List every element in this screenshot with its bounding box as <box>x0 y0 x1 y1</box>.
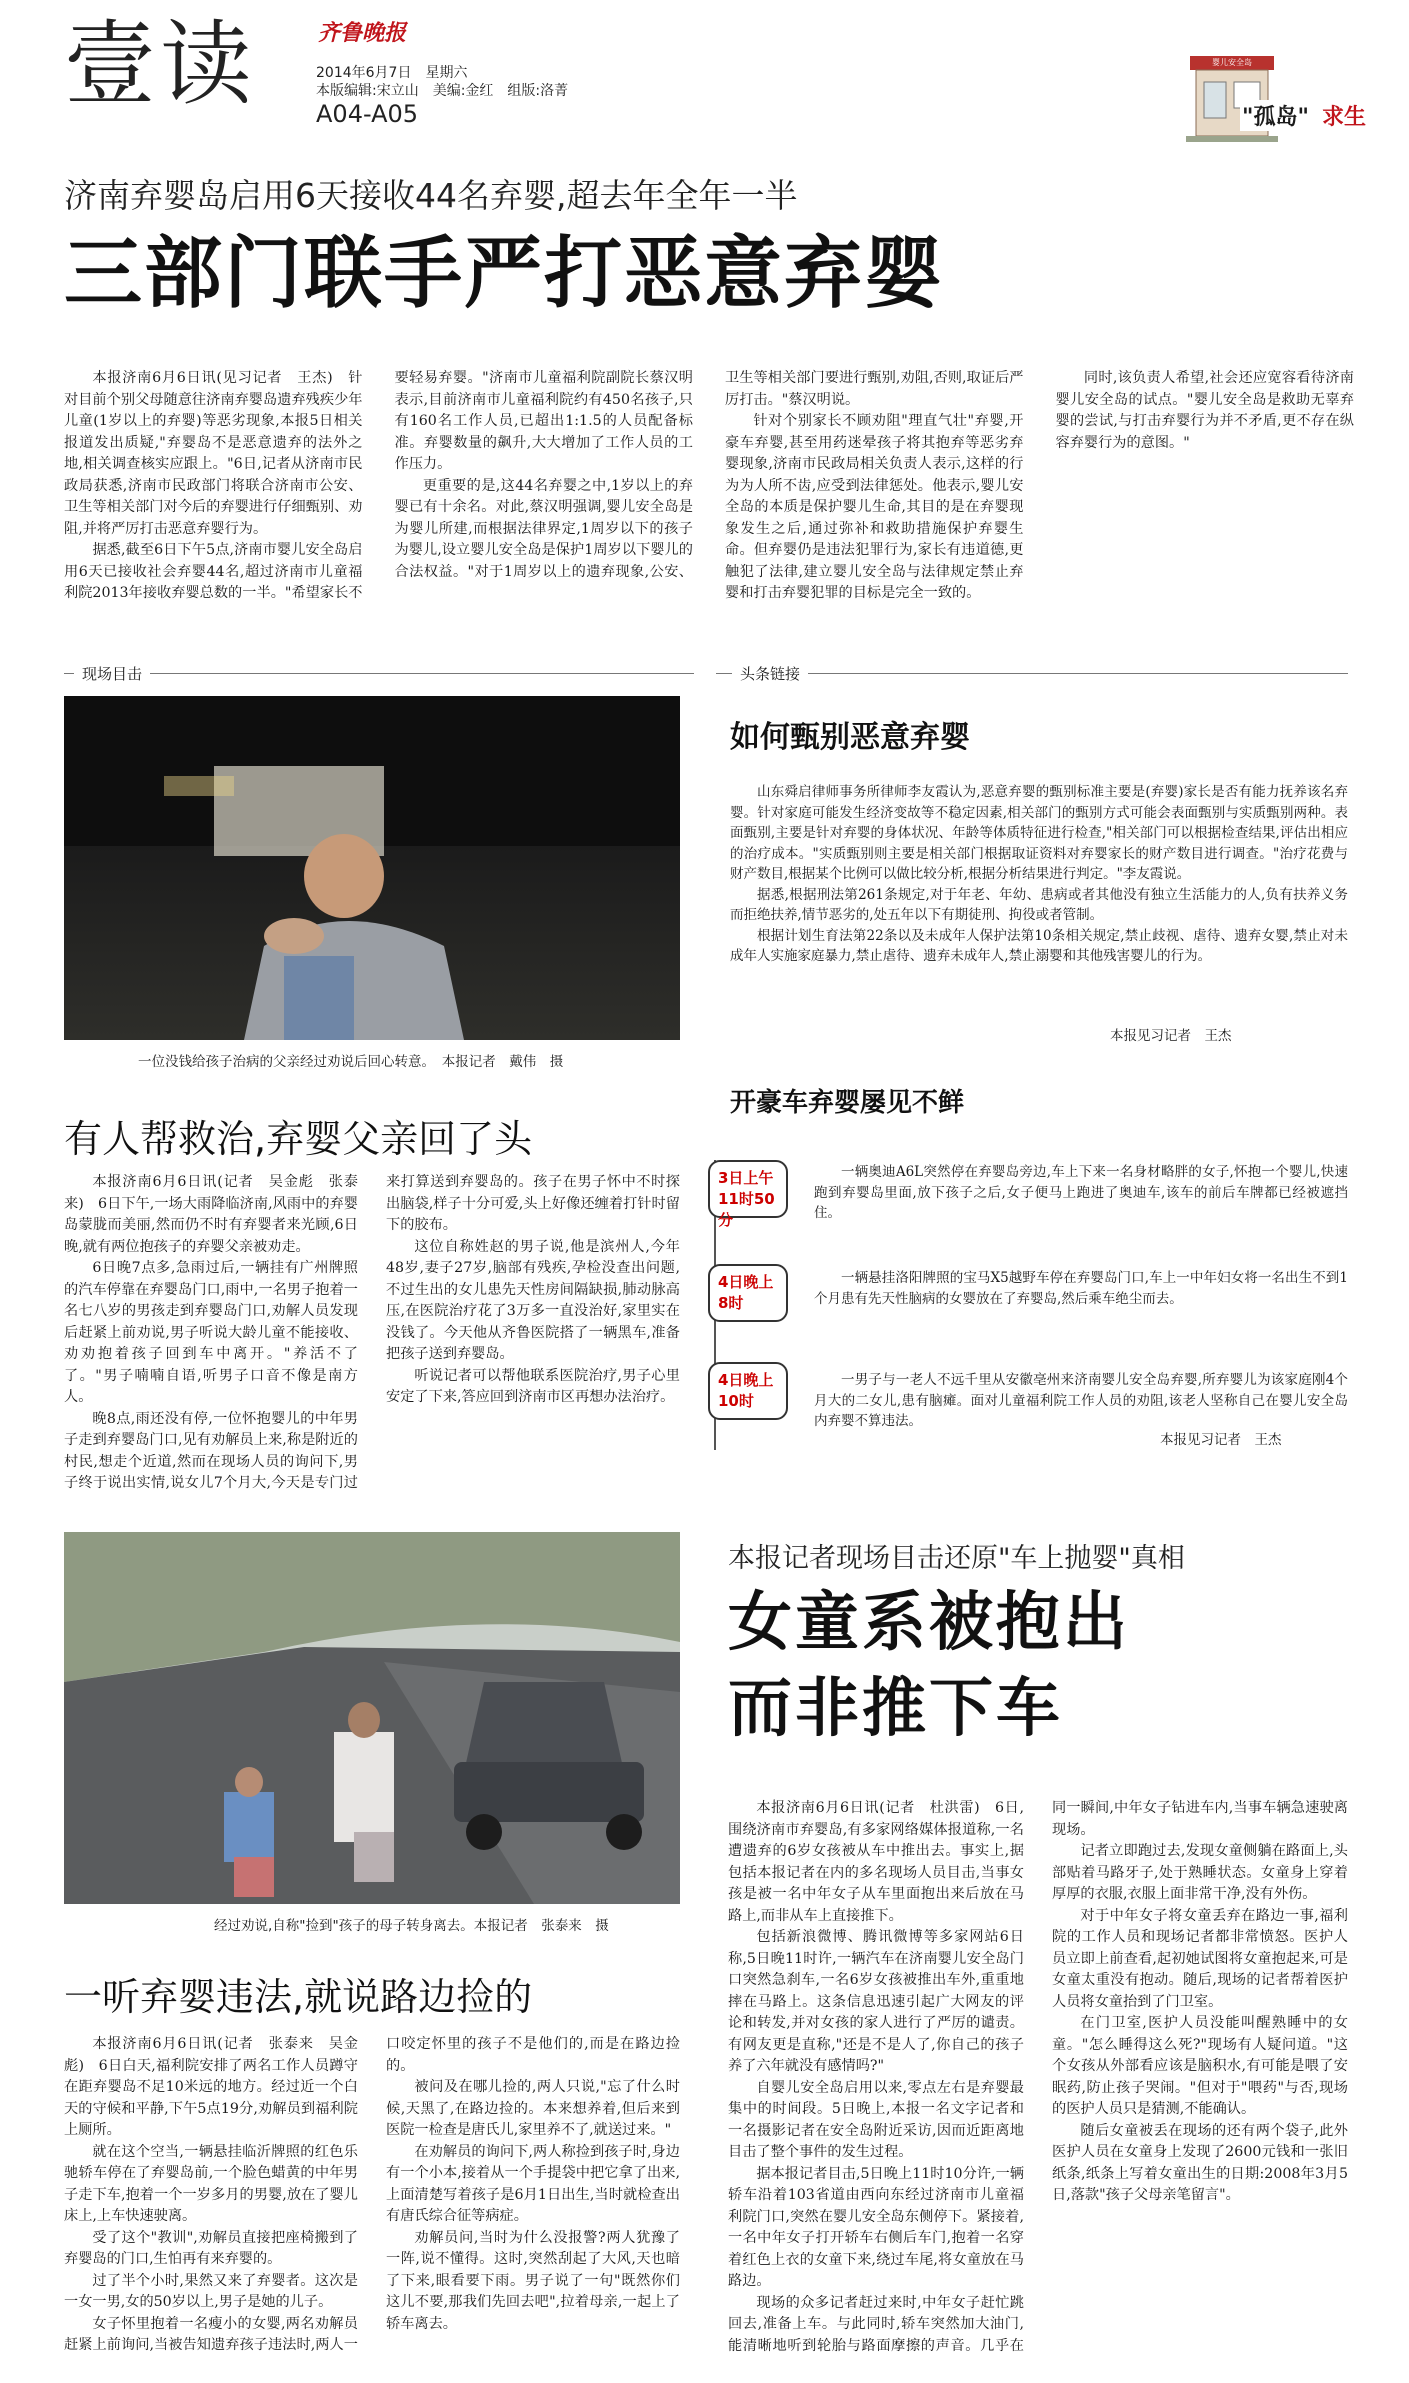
sidebox-tag: 头条链接 <box>732 663 808 684</box>
sidebox-paragraph: 山东舜启律师事务所律师李友霞认为,恶意弃婴的甄别标准主要是(弃婴)家长是否有能力抚养该名弃婴。针对家庭可能发生经济变故等不稳定因素,相关部门的甄别方式可能会表面甄别与实质甄别两种。表面甄别,主要是针对弃婴的身体状况、年龄等体质特征进行检查,"相关部门可以根据检查结果,评估出相应的治疗成本。"实质甄别则主要是相关部门根据取证资料对弃婴家长的财产数目进行调查。"治疗花费与财产数目,根据某个比例可以做比较分析,根据分析结果进行判定。"李友霞说。 <box>730 784 1348 882</box>
lead-headline: 三部门联手严打恶意弃婴 <box>64 229 945 319</box>
girl-paragraph: 随后女童被丢在现场的还有两个袋子,此外医护人员在女童身上发现了2600元钱和一张旧纸条,纸条上写着女童出生的日期:2008年3月5日,落款"孩子父母亲笔留言"。 <box>1052 2122 1348 2203</box>
girl-headline-line2: 而非推下车 <box>728 1672 1063 1746</box>
luxury-time-box <box>708 1362 788 1420</box>
luxury-time-day: 4日晚上 <box>718 1371 774 1389</box>
luxury-time-day: 3日上午 <box>718 1169 774 1187</box>
lead-subtitle: 济南弃婴岛启用6天接收44名弃婴,超去年全年一半 <box>64 176 798 215</box>
luxury-time-box <box>708 1264 788 1322</box>
right-title-tail: 求生 <box>1322 105 1367 130</box>
luxury-time-box <box>708 1160 788 1229</box>
night-photo <box>64 696 680 1040</box>
luxury-item-text: 一辆奥迪A6L突然停在弃婴岛旁边,车上下来一名身材略胖的女子,怀抱一个婴儿,快速跑到弃婴岛里面,放下孩子之后,女子便马上跑进了奥迪车,该车的前后车牌都已经被遮挡住。 <box>814 1164 1348 1221</box>
roadside-paragraph: 劝解员问,当时为什么没报警?两人犹豫了一阵,说不懂得。这时,突然刮起了大风,天也暗了下来,眼看要下雨。男子说了一句"既然你们这儿不要,那我们先回去吧",拉着母亲,一起上了轿车离去。 <box>386 2229 680 2332</box>
scene-divider <box>64 673 694 674</box>
lead-paragraph: 针对个别家长不顾劝阻"理直气壮"弃婴,开豪车弃婴,甚至用药迷晕孩子将其抱弃等恶劣弃婴现象,济南市民政局相关负责人表示,这样的行为为人所不齿,应受到法律惩处。他表示,婴儿安全岛的本质是保护婴儿生命,其目的是在弃婴现象发生之后,通过弥补和救助措施保护弃婴生命。但弃婴仍是违法犯罪行为,家长有违道德,更触犯了法律,建立婴儿安全岛与法律规定禁止弃婴和打击弃婴犯罪的目标是完全一致的。 <box>725 413 1024 601</box>
scene-headline: 有人帮救治,弃婴父亲回了头 <box>64 1117 533 1161</box>
girl-paragraph: 现场的众多记者赶过来时,中年女子赶忙跳回去,准备上车。与此同时,轿车突然加大油门,能清晰地听到轮胎与路面摩擦的声音。几乎在同一瞬间,中年女子钻进车内,当事车辆急速驶离现场。 <box>728 1800 1348 2354</box>
sidebox-divider <box>716 673 1348 674</box>
girl-paragraph: 据本报记者目击,5日晚上11时10分许,一辆轿车沿着103省道由西向东经过济南市儿童福利院门口,突然在婴儿安全岛东侧停下。紧接着,一名中年女子打开轿车右侧后车门,抱着一名穿着红色上衣的女童下来,绕过车尾,将女童放在马路边。 <box>728 2165 1024 2289</box>
luxury-byline: 本报见习记者 王杰 <box>1160 1432 1282 1448</box>
luxury-time-day: 4日晚上 <box>718 1273 774 1291</box>
girl-paragraph: 在门卫室,医护人员没能叫醒熟睡中的女童。"怎么睡得这么死?"现场有人疑问道。"这个女孩从外部看应该是脑积水,有可能是喂了安眠药,防止孩子哭闹。"但对于"喂药"与否,现场的医护人员只是猜测,不能确认。 <box>1052 2015 1348 2117</box>
luxury-time-hour: 10时 <box>718 1392 754 1410</box>
scene-paragraph: 晚8点,雨还没有停,一位怀抱婴儿的中年男子走到弃婴岛门口,见有劝解员上来,称是附近的村民,想走个近道,然而在现场人员的询问下,男子终于说出实情,说女儿7个月大,今天是专门过来打算送到弃婴岛的。孩子在男子怀中不时探出脑袋,样子十分可爱,头上好像还缠着打针时留下的胶布。 <box>64 1174 680 1491</box>
girl-paragraph: 对于中年女子将女童丢弃在路边一事,福利院的工作人员和现场记者都非常愤怒。医护人员立即上前查看,起初她试图将女童抱起来,可是女童太重没有抱动。随后,现场的记者帮着医护人员将女童抬到了门卫室。 <box>1052 1907 1348 2010</box>
lead-paragraph: 本报济南6月6日讯(见习记者 王杰) 针对目前个别父母随意往济南弃婴岛遗弃残疾少年儿童(1岁以上的弃婴)等恶劣现象,本报5日相关报道发出质疑,"弃婴岛不是恶意遗弃的法外之地,相关调查核实应跟上。"6日,记者从济南市民政局获悉,济南市民政部门将联合济南市公安、卫生等相关部门对今后的弃婴进行仔细甄别、劝阻,并将严厉打击恶意弃婴行为。 <box>64 370 363 537</box>
roadside-paragraph: 本报济南6月6日讯(记者 张泰来 吴金彪) 6日白天,福利院安排了两名工作人员蹲守在距弃婴岛不足10米远的地方。经过近一个白天的守候和平静,下午5点19分,劝解员到福利院上厕所。 <box>64 2036 358 2138</box>
scene-paragraph: 听说记者可以帮他联系医院治疗,男子心里安定了下来,答应回到济南市区再想办法治疗。 <box>386 1367 680 1405</box>
roadside-photo-caption: 经过劝说,自称"捡到"孩子的母子转身离去。本报记者 张泰来 摄 <box>214 1918 609 1934</box>
date-line: 2014年6月7日 星期六 <box>316 65 468 81</box>
girl-subtitle: 本报记者现场目击还原"车上抛婴"真相 <box>728 1543 1185 1574</box>
lead-paragraph: 更重要的是,这44名弃婴之中,1岁以上的弃婴已有十余名。对此,蔡汉明强调,婴儿安全岛是为婴儿所建,而根据法律界定,1周岁以下的孩子为婴儿,设立婴儿安全岛是保护1周岁以下婴儿的合法权益。"对于1周岁以上的遗弃现象,公安、卫生等相关部门要进行甄别,劝阻,否则,取证后严厉打击。"蔡汉明说。 <box>394 370 1024 580</box>
roadside-paragraph: 女子怀里抱着一名瘦小的女婴,两名劝解员赶紧上前询问,当被告知遗弃孩子违法时,两人一口咬定怀里的孩子不是他们的,而是在路边捡的。 <box>64 2036 680 2353</box>
sidebox-paragraph: 据悉,根据刑法第261条规定,对于年老、年幼、患病或者其他没有独立生活能力的人,负有扶养义务而拒绝扶养,情节恶劣的,处五年以下有期徒刑、拘役或者管制。 <box>730 886 1348 923</box>
editors-line: 本版编辑:宋立山 美编:金红 组版:洛菁 <box>316 83 569 99</box>
lead-body <box>64 368 1354 608</box>
sidebox-byline: 本报见习记者 王杰 <box>1110 1028 1232 1044</box>
roadside-paragraph: 过了半个小时,果然又来了弃婴者。这次是一女一男,女的50岁以上,男子是她的儿子。 <box>64 2272 358 2310</box>
roadside-headline: 一听弃婴违法,就说路边捡的 <box>64 1975 533 2019</box>
girl-paragraph: 本报济南6月6日讯(记者 杜洪雷) 6日,围绕济南市弃婴岛,有多家网络媒体报道称,一名遭遗弃的6岁女孩被从车中推出去。事实上,据包括本报记者在内的多名现场人员目击,当事女孩是被一名中年女子从车里面抱出来后放在马路上,而非从车上直接推下。 <box>728 1800 1024 1924</box>
masthead <box>0 0 1409 140</box>
paper-name: 齐鲁晚报 <box>318 20 407 46</box>
right-title-quoted: "孤岛" <box>1240 100 1311 131</box>
girl-paragraph: 自婴儿安全岛启用以来,零点左右是弃婴最集中的时间段。5日晚上,本报一名文字记者和一名摄影记者在安全岛附近采访,因而近距离地目击了整个事件的发生过程。 <box>728 2079 1024 2160</box>
scene-paragraph: 本报济南6月6日讯(记者 吴金彪 张泰来) 6日下午,一场大雨降临济南,风雨中的弃婴岛蒙胧而美丽,然而仍不时有弃婴者来光顾,6日晚,就有两位抱孩子的弃婴父亲被劝走。 <box>64 1174 358 1255</box>
scene-paragraph: 这位自称姓赵的男子说,他是滨州人,今年48岁,妻子27岁,脑部有残疾,孕检没查出问题,不过生出的女儿患先天性房间隔缺损,肺动脉高压,在医院治疗花了3万多一直没治好,家里实在没钱了。今天他从齐鲁医院搭了一辆黑车,准备把孩子送到弃婴岛。 <box>386 1238 680 1362</box>
scene-tag: 现场目击 <box>74 663 150 684</box>
roadside-body <box>64 2034 680 2372</box>
luxury-item-text: 一辆悬挂洛阳牌照的宝马X5越野车停在弃婴岛门口,车上一中年妇女将一名出生不到1个月患有先天性脑病的女婴放在了弃婴岛,然后乘车绝尘而去。 <box>814 1270 1348 1307</box>
roadside-photo <box>64 1532 680 1904</box>
sidebox-paragraph: 根据计划生育法第22条以及未成年人保护法第10条相关规定,禁止歧视、虐待、遗弃女婴,禁止对未成年人实施家庭暴力,禁止虐待、遗弃未成年人,禁止溺婴和其他残害婴儿的行为。 <box>730 927 1348 964</box>
roadside-paragraph: 被问及在哪儿捡的,两人只说,"忘了什么时候,天黑了,在路边捡的。本来想养着,但后来到医院一检查是唐氏儿,家里养不了,就送过来。" <box>386 2079 680 2138</box>
luxury-item-text: 一男子与一老人不远千里从安徽亳州来济南婴儿安全岛弃婴,所弃婴儿为该家庭刚4个月大的二女儿,患有脑瘫。面对儿童福利院工作人员的劝阻,该老人坚称自己在婴儿安全岛内弃婴不算违法。 <box>814 1372 1348 1429</box>
sidebox-headline: 如何甄别恶意弃婴 <box>730 720 970 755</box>
girl-paragraph: 记者立即跑过去,发现女童侧躺在路面上,头部贴着马路牙子,处于熟睡状态。女童身上穿着厚厚的衣服,衣服上面非常干净,没有外伤。 <box>1052 1843 1348 1902</box>
scene-body <box>64 1172 680 1502</box>
lead-paragraph: 据悉,截至6日下午5点,济南市婴儿安全岛启用6天已接收社会弃婴44名,超过济南市儿童福利院2013年接收弃婴总数的一半。"希望家长不要轻易弃婴。"济南市儿童福利院副院长蔡汉明表示,目前济南市儿童福利院约有450名孩子,只有160名工作人员,已超出1:1.5的人员配备标准。弃婴数量的飙升,大大增加了工作人员的工作压力。 <box>64 370 693 601</box>
girl-paragraph: 包括新浪微博、腾讯微博等多家网站6日称,5日晚11时许,一辆汽车在济南婴儿安全岛门口突然急刹车,一名6岁女孩被推出车外,重重地摔在马路上。这条信息迅速引起广大网友的评论和转发,并对女孩的家人进行了严厉的谴责。有网友更是直称,"还是不是人了,你自己的孩子养了六年就没有感情吗?" <box>728 1929 1024 2074</box>
sidebox-body <box>730 782 1348 1022</box>
luxury-time-hour: 11时50分 <box>718 1190 775 1229</box>
luxury-time-hour: 8时 <box>718 1294 744 1312</box>
night-photo-caption: 一位没钱给孩子治病的父亲经过劝说后回心转意。 本报记者 戴伟 摄 <box>138 1054 564 1070</box>
girl-headline-line1: 女童系被抱出 <box>728 1586 1130 1660</box>
scene-paragraph: 6日晚7点多,急雨过后,一辆挂有广州牌照的汽车停靠在弃婴岛门口,雨中,一名男子抱着一名七八岁的男孩走到弃婴岛门口,劝解人员发现后赶紧上前劝说,男子听说大龄儿童不能接收、劝劝抱着孩子回到车中离开。"养活不了了。"男子喃喃自语,听男子口音不像是南方人。 <box>64 1260 358 1405</box>
girl-body <box>728 1798 1348 2372</box>
luxury-headline: 开豪车弃婴屡见不鲜 <box>730 1088 965 1118</box>
section-title: 壹读 <box>64 11 257 118</box>
page-range: A04-A05 <box>316 100 419 128</box>
roadside-paragraph: 受了这个"教训",劝解员直接把座椅搬到了弃婴岛的门口,生怕再有来弃婴的。 <box>64 2229 358 2267</box>
lead-paragraph: 同时,该负责人希望,社会还应宽容看待济南婴儿安全岛的试点。"婴儿安全岛是救助无辜弃婴的尝试,与打击弃婴行为并不矛盾,更不存在纵容弃婴行为的意图。" <box>1055 370 1354 451</box>
roadside-paragraph: 就在这个空当,一辆悬挂临沂牌照的红色乐驰轿车停在了弃婴岛前,一个脸色蜡黄的中年男子走下车,抱着一个一岁多月的男婴,放在了婴儿床上,上车快速驶离。 <box>64 2143 358 2224</box>
roadside-paragraph: 在劝解员的询问下,两人称捡到孩子时,身边有一个小本,接着从一个手提袋中把它拿了出来,上面清楚写着孩子是6月1日出生,当时就检查出有唐氏综合征等病症。 <box>386 2143 680 2224</box>
island-sign: 婴儿安全岛 <box>1212 58 1252 67</box>
